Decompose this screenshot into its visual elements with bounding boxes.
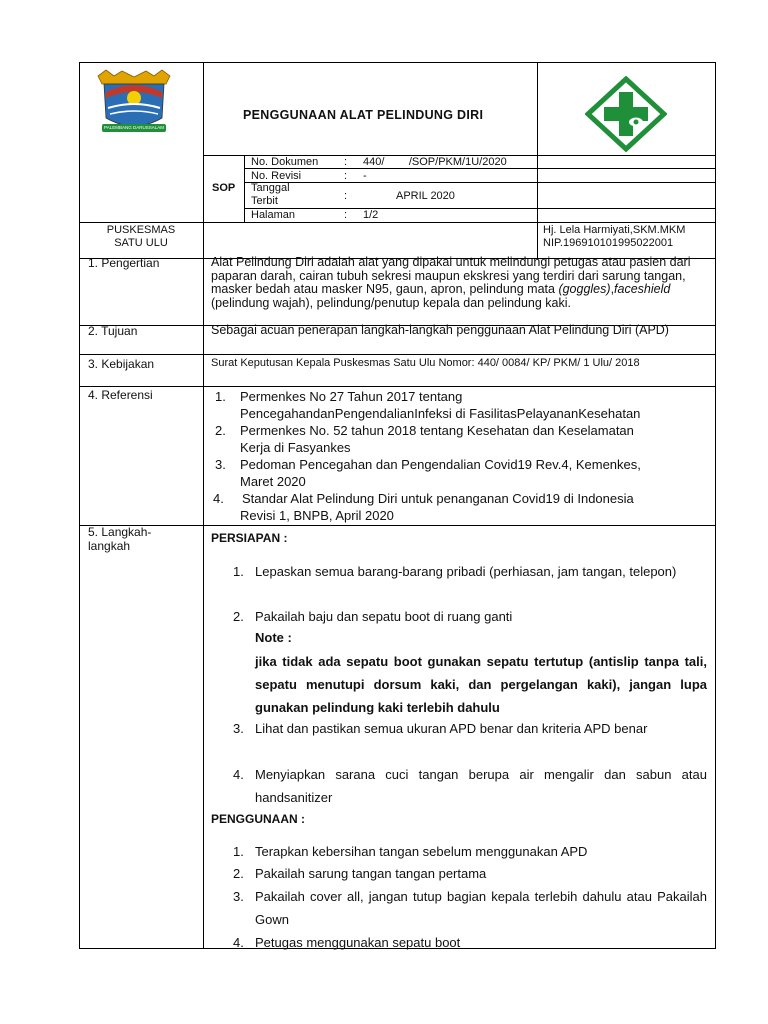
label-referensi: 4. Referensi (88, 388, 153, 402)
emblem-caption: PALEMBANG DARUSSALAM (104, 125, 164, 130)
list-item: 4. Menyiapkan sarana cuci tangan berupa air mengalir dan sabun atau handsanitizer (233, 767, 707, 805)
list-item: 3. Lihat dan pastikan semua ukuran APD benar dan kriteria APD benar (233, 721, 648, 736)
list-item: 4. Petugas menggunakan sepatu boot (233, 935, 461, 950)
list-item: 2. Pakailah baju dan sepatu boot di ruang ganti (233, 609, 513, 624)
text-tujuan: Sebagai acuan penerapan langkah-langkah penggunaan Alat Pelindung Diri (APD) (211, 323, 669, 337)
label-kebijakan: 3. Kebijakan (88, 357, 155, 371)
list-item: 1. Lepaskan semua barang-barang pribadi (perhiasan, jam tangan, telepon) (233, 564, 677, 579)
city-emblem-icon (92, 68, 176, 138)
sop-label: SOP (212, 182, 236, 194)
puskesmas-logo-icon (585, 76, 667, 152)
note-text: jika tidak ada sepatu boot gunakan sepatu tertutup (antislip tanpa tali, sepatu menutupi dorsum kaki, dan pergelangan kaki), jangan lupa gunakan pelindung kaki terlebih dahulu (255, 654, 707, 715)
label-pengertian: 1. Pengertian (88, 256, 160, 270)
text-pengertian: Alat Pelindung Diri adalah alat yang dipakai untuk melindungi petugas atau pasien dari paparan darah, cairan tubuh sekresi maupun ekskresi yang terdiri dari sarung tangan, masker bedah atau masker N95, gaun, apron, pelindung mata (goggles),faceshield (pelindung wajah), pelindung/penutup kepala dan pelindung kaki. (211, 255, 691, 310)
persiapan-title: PERSIAPAN : (211, 531, 288, 545)
note-title: Note : (255, 630, 292, 645)
list-item: 1. Terapkan kebersihan tangan sebelum menggunakan APD (233, 844, 588, 859)
signer-name: Hj. Lela Harmiyati,SKM.MKM (543, 224, 686, 236)
label-langkah-line2: langkah (88, 539, 131, 553)
document-title: PENGGUNAAN ALAT PELINDUNG DIRI (243, 108, 484, 122)
org-name-line1: PUSKESMAS (106, 224, 176, 236)
list-item: 2. Pakailah sarung tangan tangan pertama (233, 866, 487, 881)
penggunaan-title: PENGGUNAAN : (211, 812, 306, 826)
signer-nip: NIP.196910101995022001 (543, 237, 674, 249)
label-langkah-line1: 5. Langkah- (88, 525, 152, 539)
org-name-line2: SATU ULU (114, 237, 168, 249)
label-tujuan: 2. Tujuan (88, 324, 138, 338)
list-item: 3. Pakailah cover all, jangan tutup bagian kepala terlebih dahulu atau Pakailah Gown (233, 889, 707, 927)
text-kebijakan: Surat Keputusan Kepala Puskesmas Satu Ulu Nomor: 440/ 0084/ KP/ PKM/ 1 Ulu/ 2018 (211, 357, 640, 369)
